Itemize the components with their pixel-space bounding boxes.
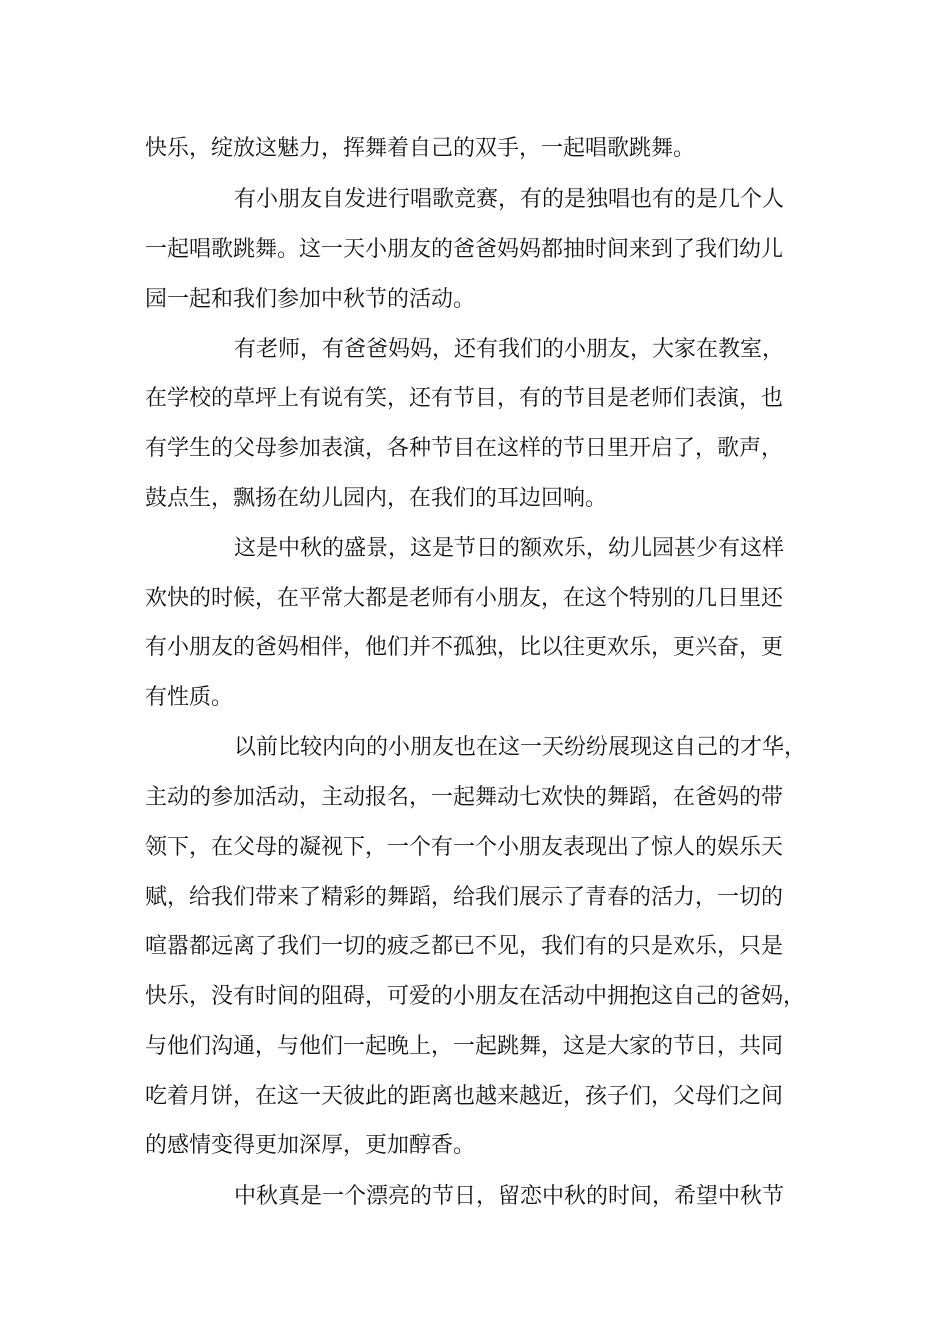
- text-line: 主动的参加活动，主动报名，一起舞动七欢快的舞蹈，在爸妈的带: [145, 785, 784, 810]
- text-line: 领下，在父母的凝视下，一个有一个小朋友表现出了惊人的娱乐天: [145, 835, 784, 860]
- text-line: 一起唱歌跳舞。这一天小朋友的爸爸妈妈都抽时间来到了我们幼儿: [145, 237, 784, 262]
- text-line: 有学生的父母参加表演，各种节目在这样的节日里开启了，歌声，: [145, 436, 784, 461]
- paragraph-first-line: 以前比较内向的小朋友也在这一天纷纷展现这自己的才华，: [234, 735, 807, 760]
- text-line: 喧嚣都远离了我们一切的疲乏都已不见，我们有的只是欢乐，只是: [145, 934, 784, 959]
- text-line: 在学校的草坪上有说有笑，还有节目，有的节目是老师们表演，也: [145, 386, 784, 411]
- text-line: 吃着月饼，在这一天彼此的距离也越来越近，孩子们，父母们之间: [145, 1084, 784, 1109]
- text-line: 的感情变得更加深厚，更加醇香。: [145, 1133, 476, 1158]
- text-line: 有性质。: [145, 685, 234, 710]
- text-line: 鼓点生，飘扬在幼儿园内，在我们的耳边回响。: [145, 486, 608, 511]
- paragraph-first-line: 有老师，有爸爸妈妈，还有我们的小朋友，大家在教室，: [234, 337, 785, 362]
- text-line: 欢快的时候，在平常大都是老师有小朋友，在这个特别的几日里还: [145, 586, 784, 611]
- text-line: 快乐，绽放这魅力，挥舞着自己的双手，一起唱歌跳舞。: [145, 136, 696, 161]
- text-line: 快乐，没有时间的阻碍，可爱的小朋友在活动中拥抱这自己的爸妈，: [145, 984, 806, 1009]
- text-line: 赋，给我们带来了精彩的舞蹈，给我们展示了青春的活力，一切的: [145, 885, 784, 910]
- text-line: 与他们沟通，与他们一起晚上，一起跳舞，这是大家的节日，共同: [145, 1034, 784, 1059]
- paragraph-first-line: 中秋真是一个漂亮的节日，留恋中秋的时间，希望中秋节: [234, 1184, 785, 1209]
- paragraph-first-line: 有小朋友自发进行唱歌竞赛，有的是独唱也有的是几个人: [234, 187, 785, 212]
- text-line: 有小朋友的爸妈相伴，他们并不孤独，比以往更欢乐，更兴奋，更: [145, 635, 784, 660]
- paragraph-first-line: 这是中秋的盛景，这是节日的额欢乐，幼儿园甚少有这样: [234, 536, 785, 561]
- text-line: 园一起和我们参加中秋节的活动。: [145, 287, 476, 312]
